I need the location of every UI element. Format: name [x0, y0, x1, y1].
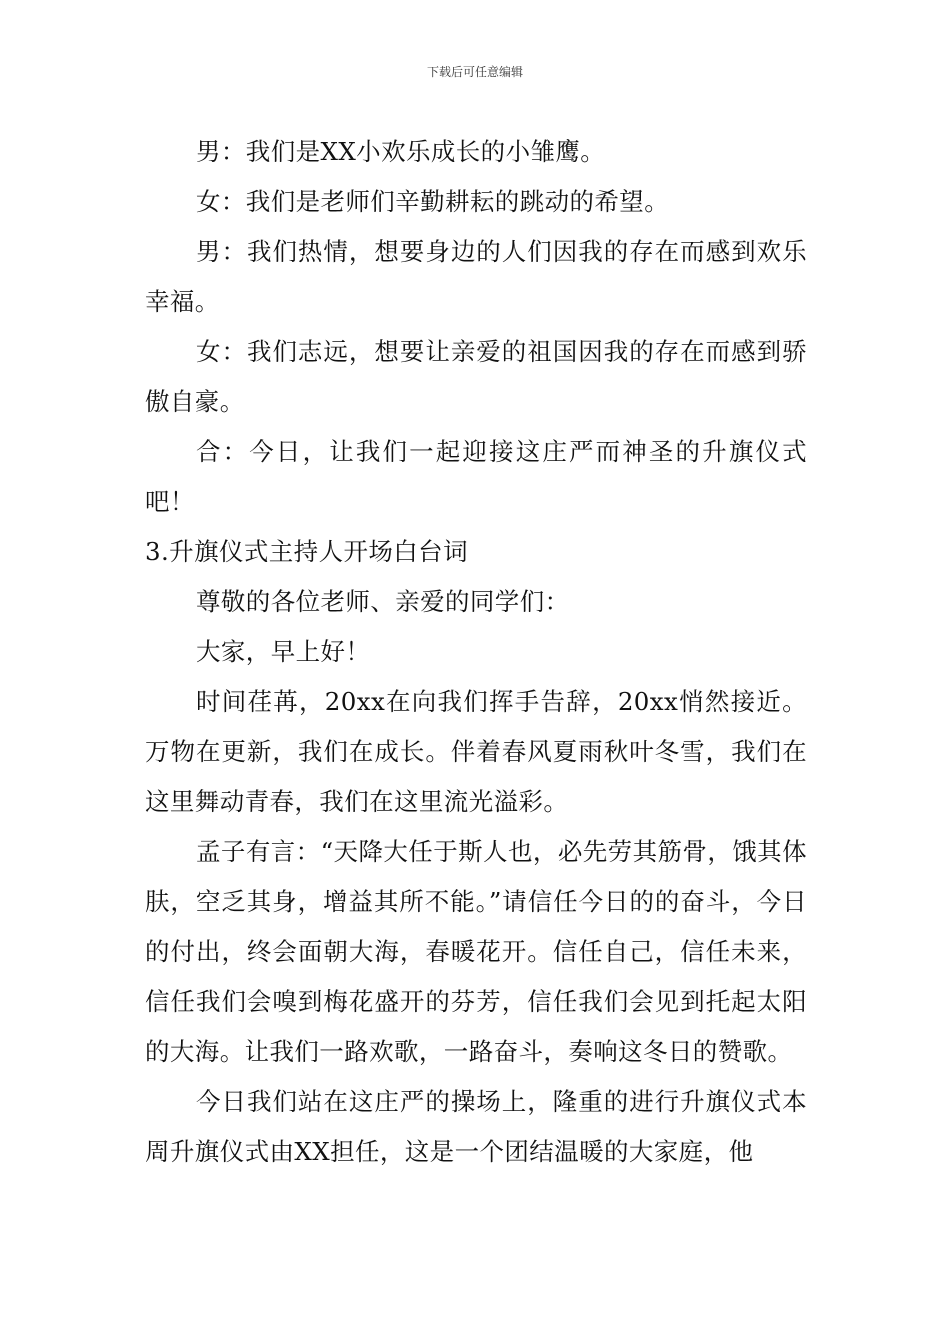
paragraph-time: 时间荏苒，20xx在向我们挥手告辞，20xx悄然接近。万物在更新，我们在成长。伴着春风夏雨秋叶冬雪，我们在这里舞动青春，我们在这里流光溢彩。: [145, 687, 807, 816]
page-header: 下载后可任意编辑: [426, 65, 523, 79]
paragraph-good-morning: 大家，早上好！: [196, 637, 371, 666]
paragraph-female-line-1: 女：我们是老师们辛勤耕耘的跳动的希望。: [196, 187, 670, 216]
paragraph-male-line-2: 男：我们热情，想要身边的人们因我的存在而感到欢乐幸福。: [145, 237, 807, 316]
paragraph-today: 今日我们站在这庄严的操场上，隆重的进行升旗仪式本周升旗仪式由XX担任，这是一个团结温暖的大家庭，他: [145, 1087, 807, 1166]
paragraph-female-line-2: 女：我们志远，想要让亲爱的祖国因我的存在而感到骄傲自豪。: [145, 337, 807, 416]
section-heading: 3.升旗仪式主持人开场白台词: [145, 537, 468, 566]
paragraph-together: 合：今日，让我们一起迎接这庄严而神圣的升旗仪式吧！: [145, 437, 807, 516]
paragraph-male-line-1: 男：我们是XX小欢乐成长的小雏鹰。: [196, 137, 606, 166]
paragraph-mencius: 孟子有言：“天降大任于斯人也，必先劳其筋骨，饿其体肤，空乏其身，增益其所不能。”请信任今日的的奋斗，今日的付出，终会面朝大海，春暖花开。信任自己，信任未来，信任我们会嗅到梅花盛开的芬芳，信任我们会见到托起太阳的大海。让我们一路欢歌，一路奋斗，奏响这冬日的赞歌。: [145, 837, 807, 1066]
paragraph-greeting: 尊敬的各位老师、亲爱的同学们：: [196, 587, 570, 616]
document-body: [145, 127, 807, 1177]
